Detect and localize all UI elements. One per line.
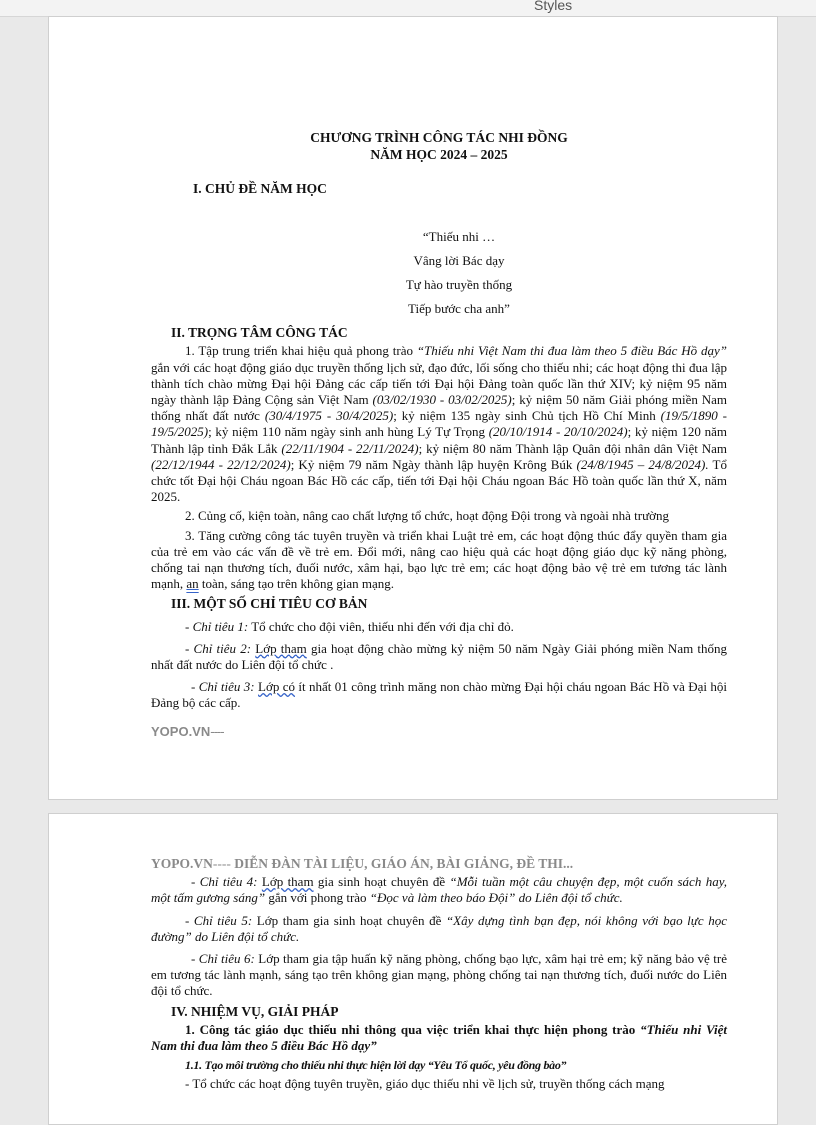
task-paragraph-1: 1. Công tác giáo dục thiếu nhi thông qua việc triển khai thực hiện phong trào “Thiếu nhi Việt Nam thi đua làm theo 5 điều Bác Hồ dạy” <box>151 1021 727 1054</box>
target-6: - Chỉ tiêu 6: Lớp tham gia tập huấn kỹ năng phòng, chống bạo lực, xâm hại trẻ em; kỹ năng bảo vệ trẻ em tương tác lành mạnh, sáng tạo trên không gian mạng, phòng chống tai nạn thương tích, đuối nước do Liên đội tổ chức. <box>151 951 727 999</box>
document-subtitle: NĂM HỌC 2024 – 2025 <box>370 147 508 162</box>
footer-watermark: YOPO.VN---- <box>151 723 224 739</box>
page-2-content <box>151 856 727 1096</box>
poem-line-2: Vâng lời Bác dạy <box>413 253 505 269</box>
target-2: - Chỉ tiêu 2: Lớp tham gia hoạt động chào mừng kỷ niệm 50 năm Ngày Giải phóng miền Nam thống nhất đất nước do Liên đội tổ chức . <box>151 640 728 673</box>
target-4: - Chỉ tiêu 4: Lớp tham gia sinh hoạt chuyên đề “Mỗi tuần một câu chuyện đẹp, một cuốn sách hay, một tấm gương sáng” gắn với phong trào “Đọc và làm theo báo Đội” do Liên đội tổ chức. <box>151 874 727 906</box>
poem-line-3: Tự hào truyền thống <box>405 277 513 293</box>
document-page-2[interactable] <box>48 813 778 1125</box>
poem-line-1: “Thiếu nhi … <box>422 229 496 245</box>
task-paragraph-1-1: - Tổ chức các hoạt động tuyên truyền, giáo dục thiếu nhi về lịch sử, truyền thống cách mạng <box>185 1076 665 1092</box>
target-3: - Chỉ tiêu 3: Lớp có ít nhất 01 công trình măng non chào mừng Đại hội cháu ngoan Bác Hồ và Đại hội Đảng bộ các cấp. <box>151 679 728 711</box>
document-title: CHƯƠNG TRÌNH CÔNG TÁC NHI ĐỒNG <box>310 130 568 145</box>
page-1-content <box>151 129 727 740</box>
header-watermark: YOPO.VN---- DIỄN ĐÀN TÀI LIỆU, GIÁO ÁN, BÀI GIẢNG, ĐỀ THI... <box>151 856 574 871</box>
focus-paragraph-3: 3. Tăng cường công tác tuyên truyền và triển khai Luật trẻ em, các hoạt động thúc đẩy quyền tham gia của trẻ em vào các vấn đề về trẻ em. Đổi mới, nâng cao hiệu quả các hoạt động giáo dục kỹ năng phòng, chống tai nạn thương tích, đuối nước, xâm hại, bạo lực trẻ em; các hoạt động bảo vệ trẻ em tương tác lành mạnh, an toàn, sáng tạo trên không gian mạng. <box>151 527 727 592</box>
focus-paragraph-1: 1. Tập trung triển khai hiệu quả phong trào “Thiếu nhi Việt Nam thi đua làm theo 5 điều Bác Hồ dạy” gắn với các hoạt động giáo dục truyền thống lịch sử, đạo đức, lối sống cho thiếu nhi; các hoạt động thi đua lập thành tích chào mừng Đại hội Đảng các cấp tiến tới Đại hội Đảng toàn quốc lần thứ XIV; kỷ niệm 95 năm ngày thành lập Đảng Cộng sản Việt Nam (03/02/1930 - 03/02/2025); kỷ niệm 50 năm Giải phóng miền Nam thống nhất đất nước (30/4/1975 - 30/4/2025); kỷ niệm 135 ngày sinh Chủ tịch Hồ Chí Minh (19/5/1890 - 19/5/2025); kỷ niệm 110 năm ngày sinh anh hùng Lý Tự Trọng (20/10/1914 - 20/10/2024); kỷ niệm 120 năm Thành lập tỉnh Đắk Lắk (22/11/1904 - 22/11/2024); kỷ niệm 80 năm Thành lập Quân đội nhân dân Việt Nam (22/12/1944 - 22/12/2024); Kỷ niệm 79 năm Ngày thành lập huyện Krông Búk (24/8/1945 – 24/8/2024). Tổ chức tốt Đại hội Cháu ngoan Bác Hồ các cấp, tiến tới Đại hội Cháu ngoan Bác Hồ toàn quốc lần thứ X, năm 2025. <box>151 343 728 505</box>
document-page-1[interactable] <box>48 16 778 800</box>
section-1-heading: I. CHỦ ĐỀ NĂM HỌC <box>193 181 327 196</box>
theme-poem <box>151 225 727 321</box>
target-1: - Chỉ tiêu 1: Tổ chức cho đội viên, thiếu nhi đến với địa chỉ đỏ. <box>185 618 514 634</box>
focus-paragraph-2: 2. Củng cố, kiện toàn, nâng cao chất lượng tổ chức, hoạt động Đội trong và ngoài nhà trường <box>185 508 670 524</box>
section-3-heading: III. MỘT SỐ CHỈ TIÊU CƠ BẢN <box>171 596 368 612</box>
section-4-heading: IV. NHIỆM VỤ, GIẢI PHÁP <box>171 1003 339 1019</box>
target-5: - Chỉ tiêu 5: Lớp tham gia sinh hoạt chuyên đề “Xây dựng tình bạn đẹp, nói không với bạo lực học đường” do Liên đội tổ chức. <box>151 912 728 944</box>
ribbon-bar <box>0 0 816 17</box>
subsection-1-1-heading: 1.1. Tạo môi trường cho thiếu nhi thực hiện lời dạy “Yêu Tổ quốc, yêu đồng bào” <box>185 1058 567 1073</box>
styles-button[interactable]: Styles <box>534 0 573 13</box>
section-2-heading: II. TRỌNG TÂM CÔNG TÁC <box>171 325 348 341</box>
poem-line-4: Tiếp bước cha anh” <box>408 301 510 317</box>
